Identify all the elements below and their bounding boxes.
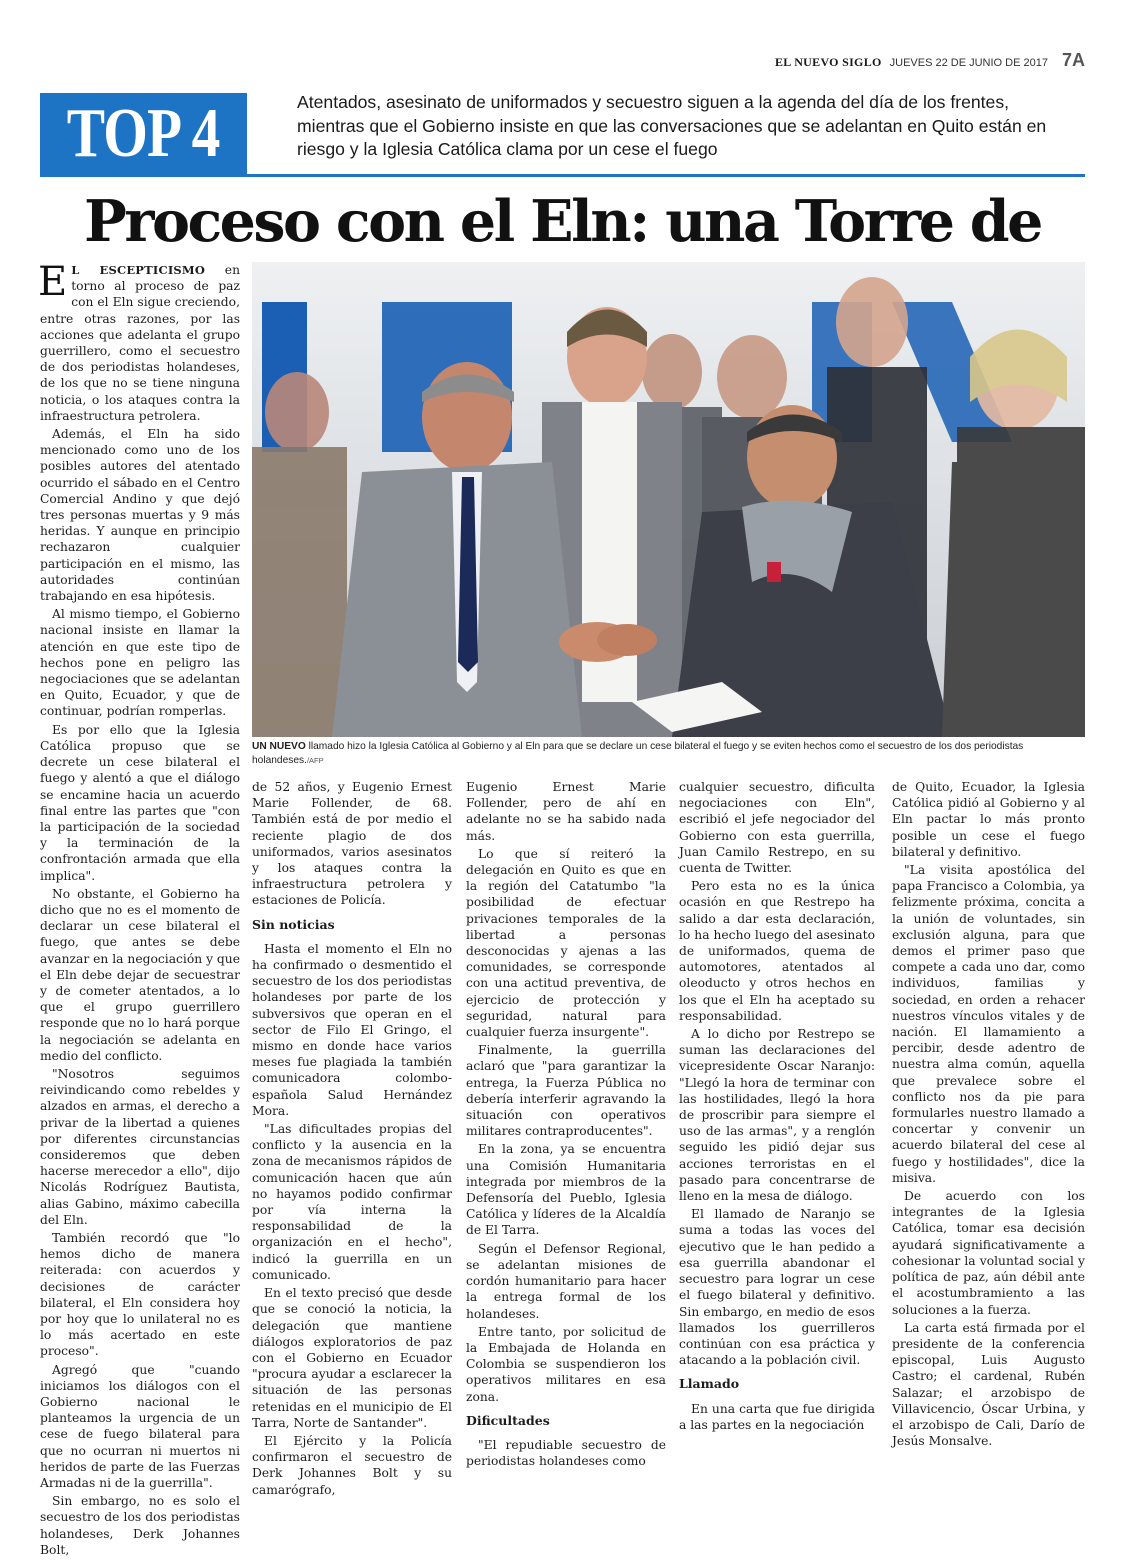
photo-caption (252, 740, 1085, 768)
paragraph: En el texto precisó que desde que se conoció la noticia, la delegación que mantiene diálogos exploratorios de paz con el Gobierno en Ecuador "procura ayudar a esclarecer la situación de las personas retenidas en el municipio de El Tarra, Norte de Santander". (252, 1286, 452, 1430)
paragraph: Lo que sí reiteró la delegación en Quito es que en la región del Catatumbo "la posibilidad de efectuar privaciones temporales de la libertad a personas desconocidas y ajenas a las comunidades, se corresponde con una actitud preventiva, de ejercicio de protección y seguridad, natural para cualquier fuerza insurgente". (466, 846, 666, 1040)
paragraph: También recordó que "lo hemos dicho de manera reiterada: con acuerdos y decisiones de carácter bilateral, el Eln considera hoy por hoy que lo unilateral no es lo más acertado en este proceso". (40, 1230, 240, 1359)
paragraph: En la zona, ya se encuentra una Comisión Humanitaria integrada por miembros de la Defensoría del Pueblo, Iglesia Católica y líderes de la Alcaldía de El Tarra. (466, 1142, 666, 1238)
caption-lead: UN NUEVO (252, 741, 306, 752)
section-label (40, 93, 247, 175)
article-column-5 (892, 779, 1085, 1451)
paragraph: La carta está firmada por el presidente de la conferencia episcopal, Luis Augusto Castro; el cardenal, Rubén Salazar; el arzobispo de Villavicencio, Óscar Urbina, y el arzobispo de Cali, Darío de Jesús Monsalve. (892, 1320, 1085, 1449)
paragraph: "Nosotros seguimos reivindicando como rebeldes y alzados en armas, el derecho a privar de la libertad a quienes por diferentes circunstancias consideremos que deben hacerse merecedor a ello", dijo Nicolás Rodríguez Bautista, alias Gabino, máximo cabecilla del Eln. (40, 1066, 240, 1227)
section-deck: Atentados, asesinato de uniformados y secuestro siguen a la agenda del día de los frentes, mientras que el Gobierno insiste en que las conversaciones que se adelantan en Quito están en riesgo y la Iglesia Católica clama por un cese el fuego (297, 92, 1047, 159)
paragraph: de Quito, Ecuador, la Iglesia Católica pidió al Gobierno y al Eln pactar lo más pronto posible un cese el fuego bilateral y definitivo. (892, 780, 1085, 859)
paragraph: "El repudiable secuestro de periodistas holandeses como (466, 1437, 666, 1469)
paragraph: "La visita apostólica del papa Francisco a Colombia, ya felizmente próxima, concita a la unión de voluntades, sin exclusión alguna, para que demos el primer paso que compete a cada uno dar, como individuos, familias y sociedad, en orden a rehacer nuestros vínculos vitales y de nación. El llamamiento a percibir, desde adentro de nuestra alma común, aquella que prevalece sobre el conflicto nos da pie para formularles nuestro llamado a concertar y convenir un acuerdo bilateral del cese al fuego y hostilidades", dice la misiva. (892, 863, 1085, 1185)
article-column-4 (679, 779, 875, 1435)
news-photo (252, 262, 1085, 737)
paragraph: Entre tanto, por solicitud de la Embajada de Holanda en Colombia se suspendieron los operativos militares en esa zona. (466, 1324, 666, 1404)
page-number: 7A (1061, 50, 1085, 70)
paragraph: Eugenio Ernest Marie Follender, pero de ahí en adelante no se ha sabido nada más. (466, 780, 666, 843)
paragraph: Además, el Eln ha sido mencionado como uno de los posibles autores del atentado ocurrido el sábado en el Centro Comercial Andino y que dejó tres personas muertas y 9 más heridas. Y aunque en principio rechazaron cualquier participación en el mismo, las autoridades continúan trabajando en esa hipótesis. (40, 427, 240, 604)
paragraph: En una carta que fue dirigida a las partes en la negociación (679, 1401, 875, 1432)
paragraph: Hasta el momento el Eln no ha confirmado o desmentido el secuestro de los dos periodistas holandeses por parte de los subversivos que operan en el sector de Filo El Gringo, el mismo en donde hace varios meses fue plagiada la también comunicadora colombo-española Salud Hernández Mora. (252, 941, 452, 1118)
lead-paragraph (38, 259, 240, 424)
masthead (775, 50, 1085, 71)
article-column-3 (466, 779, 666, 1471)
paragraph: A lo dicho por Restrepo se suman las declaraciones del vicepresidente Oscar Naranjo: "Llegó la hora de terminar con las hostilidades, llegó la hora de proscribir para siempre el uso de las armas", y a renglón seguido les pidió dejar sus acciones terroristas en el pasado para concentrarse de lleno en la mesa de diálogo. (679, 1027, 875, 1204)
headline: Proceso con el Eln: una Torre de (84, 188, 1041, 255)
caption-text: llamado hizo la Iglesia Católica al Gobierno y al Eln para que se declare un cese bilateral el fuego y se eviten hechos como el secuestro de los dos periodistas holandeses. (252, 741, 1024, 766)
paragraph: El llamado de Naranjo se suma a todas las voces del ejecutivo que le han pedido a esa guerrilla abandonar el secuestro para lograr un cese el fuego bilateral y definitivo. Sin embargo, en medio de esos llamados los guerrilleros continúan con esa práctica y atacando a la población civil. (679, 1207, 875, 1368)
paragraph: de 52 años, y Eugenio Ernest Marie Follender, de 68. También está de por medio el reciente plagio de dos uniformados, varios asesinatos y los ataques contra la infraestructura petrolera y estaciones de Policía. (252, 780, 452, 908)
subhead-llamado: Llamado (679, 1376, 740, 1392)
paragraph: El Ejército y la Policía confirmaron el secuestro de Derk Johannes Bolt y su camarógrafo, (252, 1433, 452, 1497)
article-column-2 (252, 779, 452, 1500)
article-column-1 (38, 259, 241, 1560)
paragraph: Finalmente, la guerrilla aclaró que "para garantizar la entrega, la Fuerza Pública no debería interferir agravando la situación con operativos militares contraproducentes". (466, 1043, 666, 1139)
issue-date: JUEVES 22 DE JUNIO DE 2017 (889, 57, 1048, 69)
subhead-sin-noticias: Sin noticias (252, 916, 335, 932)
drop-cap: E (38, 259, 68, 305)
paragraph: Es por ello que la Iglesia Católica propuso que se decrete un cese bilateral el fuego y alentó a que el diálogo se encamine hacia un acuerdo final entre las partes que "con la participación de la sociedad y la terminación de la confrontación armada que ella implica". (40, 722, 240, 883)
paragraph: No obstante, el Gobierno ha dicho que no es el momento de declarar un cese bilateral el fuego, que antes se debe avanzar en la negociación y que el Eln debe dejar de secuestrar y de cometer atentados, a lo que el grupo guerrillero responde que no lo hará porque la negociación se adelanta en medio del conflicto. (40, 886, 241, 1063)
subhead-dificultades: Dificultades (466, 1412, 550, 1428)
lead-caps: L ESCEPTICISMO (71, 263, 206, 277)
paragraph: Al mismo tiempo, el Gobierno nacional insiste en llamar la atención en que este tipo de hechos pone en peligro las negociaciones que se adelantan en Quito, Ecuador, y que de continuar, podrían romperlas. (40, 607, 240, 719)
paragraph: De acuerdo con los integrantes de la Iglesia Católica, tomar esa decisión ayudará significativamente a cohesionar la voluntad social y política de paz, aún débil ante el acostumbramiento a las soluciones a la fuerza. (892, 1189, 1085, 1317)
paragraph: Pero esta no es la única ocasión en que Restrepo ha salido a dar esta declaración, lo ha hecho luego del asesinato de uniformados, quema de automotores, atentados al oleoducto y otros hechos en los que el Eln ha aceptado su responsabilidad. (679, 879, 875, 1023)
paragraph: Sin embargo, no es solo el secuestro de los dos periodistas holandeses, Derk Johannes Bolt, (40, 1494, 240, 1557)
newspaper-name: EL NUEVO SIGLO (774, 55, 882, 69)
paragraph: Según el Defensor Regional, se adelantan misiones de cordón humanitario para hacer la entrega formal de los holandeses. (466, 1241, 666, 1321)
paragraph: "Las dificultades propias del conflicto y la ausencia en la zona de mecanismos rápidos de comunicación hacen que aún no hayamos podido confirmar por vía interna la responsabilidad de la organización en el hecho", indicó la guerrilla en un comunicado. (252, 1122, 452, 1282)
section-label-text: TOP 4 (67, 95, 220, 172)
section-rule (40, 174, 1085, 177)
paragraph: Agregó que "cuando iniciamos los diálogos con el Gobierno nacional le planteamos la urgencia de un cese de fuego bilateral para que no ocurran ni muertos ni heridos de parte de las Fuerzas Armadas ni de la guerrilla". (40, 1362, 240, 1491)
paragraph: en torno al proceso de paz con el Eln sigue creciendo, entre otras razones, por las acciones que adelanta el grupo guerrillero, como el secuestro de dos periodistas holandeses, de los que no se tiene ninguna noticia, o los ataques contra la infraestructura petrolera. (40, 263, 240, 423)
handshake-photo-illustration (252, 262, 1085, 737)
paragraph: cualquier secuestro, dificulta negociaciones con Eln", escribió el jefe negociador del Gobierno con esta guerrilla, Juan Camilo Restrepo, en su cuenta de Twitter. (679, 780, 875, 876)
photo-credit: /AFP (306, 756, 324, 765)
